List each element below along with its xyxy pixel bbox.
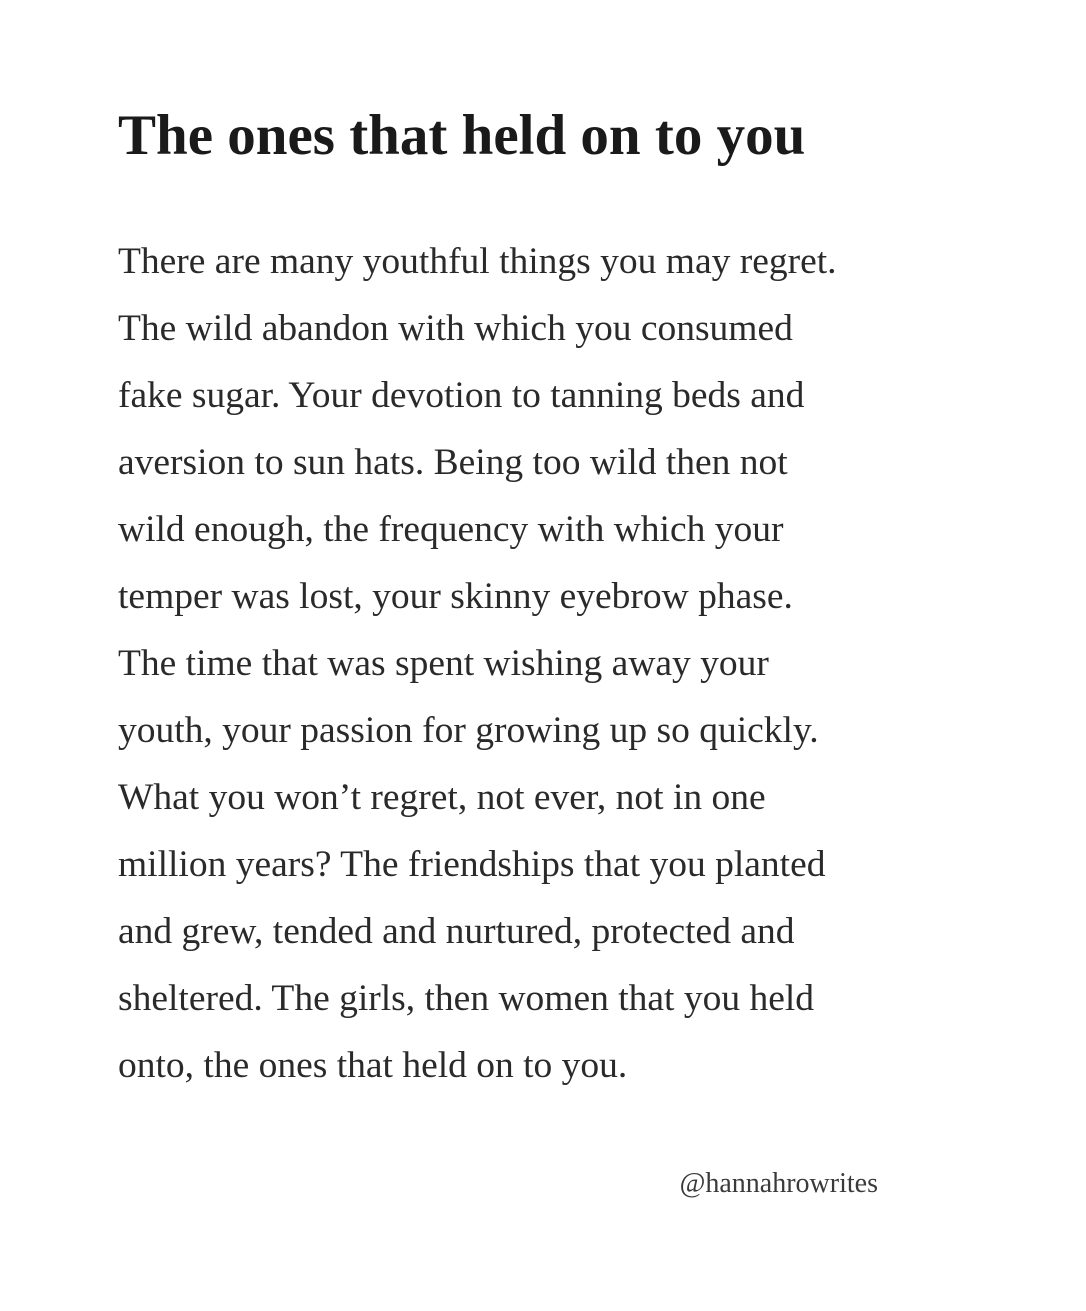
poem-line: million years? The friendships that you planted: [118, 844, 826, 885]
poem-line: fake sugar. Your devotion to tanning beds and: [118, 375, 805, 416]
poem-line: onto, the ones that held on to you.: [118, 1045, 628, 1086]
poem-line: youth, your passion for growing up so quickly.: [118, 710, 819, 751]
poem-line: sheltered. The girls, then women that you held: [118, 978, 815, 1019]
author-handle: @hannahrowrites: [679, 1168, 878, 1199]
poem-line: aversion to sun hats. Being too wild then not: [118, 442, 788, 483]
poem-body: [118, 228, 837, 1099]
poem-line: There are many youthful things you may regret.: [118, 241, 837, 282]
poem-title: The ones that held on to you: [118, 104, 806, 167]
poem-line: temper was lost, your skinny eyebrow phase.: [118, 576, 793, 617]
poem-line: wild enough, the frequency with which your: [118, 509, 784, 550]
poem-line: The time that was spent wishing away your: [118, 643, 769, 684]
poem-line: The wild abandon with which you consumed: [118, 308, 793, 349]
poem-line: and grew, tended and nurtured, protected and: [118, 911, 795, 952]
poem-line: What you won’t regret, not ever, not in one: [118, 777, 766, 818]
